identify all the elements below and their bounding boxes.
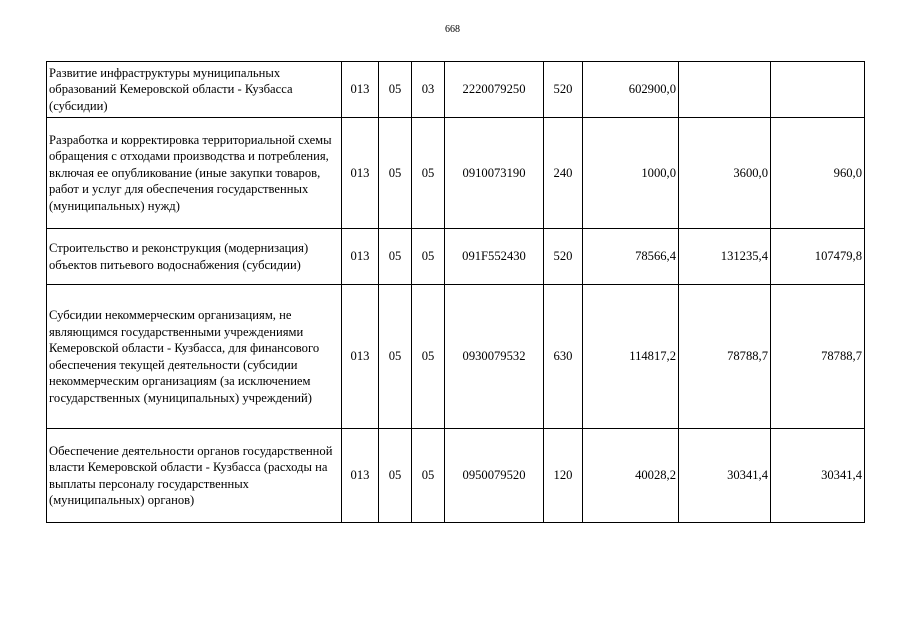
sum-1-cell: 602900,0: [583, 62, 679, 118]
subsection-code-cell: 05: [412, 285, 445, 429]
ministry-code-cell: 013: [342, 62, 379, 118]
sum-2-cell: 78788,7: [679, 285, 771, 429]
sum-2-cell: 3600,0: [679, 118, 771, 229]
expense-type-cell: 520: [544, 62, 583, 118]
sum-1-cell: 114817,2: [583, 285, 679, 429]
table-row: [47, 62, 865, 118]
subsection-code-cell: 03: [412, 62, 445, 118]
row-name-cell: Субсидии некоммерческим организациям, не являющимся государственными учреждениями Кемеровской области - Кузбасса, для финансового обеспечения текущей деятельности (субсидии некоммерческим организациям (за исключением государственных (муниципальных) учреждений): [47, 285, 342, 429]
target-article-cell: 091F552430: [445, 229, 544, 285]
target-article-cell: 2220079250: [445, 62, 544, 118]
sum-1-cell: 78566,4: [583, 229, 679, 285]
ministry-code-cell: 013: [342, 118, 379, 229]
section-code-cell: 05: [379, 62, 412, 118]
sum-2-cell: 30341,4: [679, 429, 771, 523]
expense-type-cell: 120: [544, 429, 583, 523]
table-row: [47, 285, 865, 429]
section-code-cell: 05: [379, 118, 412, 229]
table-row: [47, 429, 865, 523]
table-row: [47, 229, 865, 285]
row-name-cell: Строительство и реконструкция (модернизация) объектов питьевого водоснабжения (субсидии): [47, 229, 342, 285]
expense-type-cell: 630: [544, 285, 583, 429]
section-code-cell: 05: [379, 229, 412, 285]
subsection-code-cell: 05: [412, 429, 445, 523]
section-code-cell: 05: [379, 285, 412, 429]
sum-1-cell: 1000,0: [583, 118, 679, 229]
ministry-code-cell: 013: [342, 229, 379, 285]
section-code-cell: 05: [379, 429, 412, 523]
ministry-code-cell: 013: [342, 285, 379, 429]
sum-3-cell: 960,0: [771, 118, 865, 229]
expense-type-cell: 240: [544, 118, 583, 229]
expense-type-cell: 520: [544, 229, 583, 285]
sum-3-cell: 78788,7: [771, 285, 865, 429]
sum-1-cell: 40028,2: [583, 429, 679, 523]
target-article-cell: 0950079520: [445, 429, 544, 523]
subsection-code-cell: 05: [412, 118, 445, 229]
page-number: 668: [445, 24, 460, 35]
sum-2-cell: [679, 62, 771, 118]
sum-3-cell: [771, 62, 865, 118]
target-article-cell: 0930079532: [445, 285, 544, 429]
budget-table: [46, 61, 865, 523]
target-article-cell: 0910073190: [445, 118, 544, 229]
table-row: [47, 118, 865, 229]
subsection-code-cell: 05: [412, 229, 445, 285]
row-name-cell: Обеспечение деятельности органов государственной власти Кемеровской области - Кузбасса (расходы на выплаты персоналу государственных (муниципальных) органов): [47, 429, 342, 523]
row-name-cell: Развитие инфраструктуры муниципальных образований Кемеровской области - Кузбасса (субсидии): [47, 62, 342, 118]
sum-3-cell: 107479,8: [771, 229, 865, 285]
row-name-cell: Разработка и корректировка территориальной схемы обращения с отходами производства и потребления, включая ее опубликование (иные закупки товаров, работ и услуг для обеспечения государственных (муниципальных) нужд): [47, 118, 342, 229]
ministry-code-cell: 013: [342, 429, 379, 523]
sum-2-cell: 131235,4: [679, 229, 771, 285]
sum-3-cell: 30341,4: [771, 429, 865, 523]
